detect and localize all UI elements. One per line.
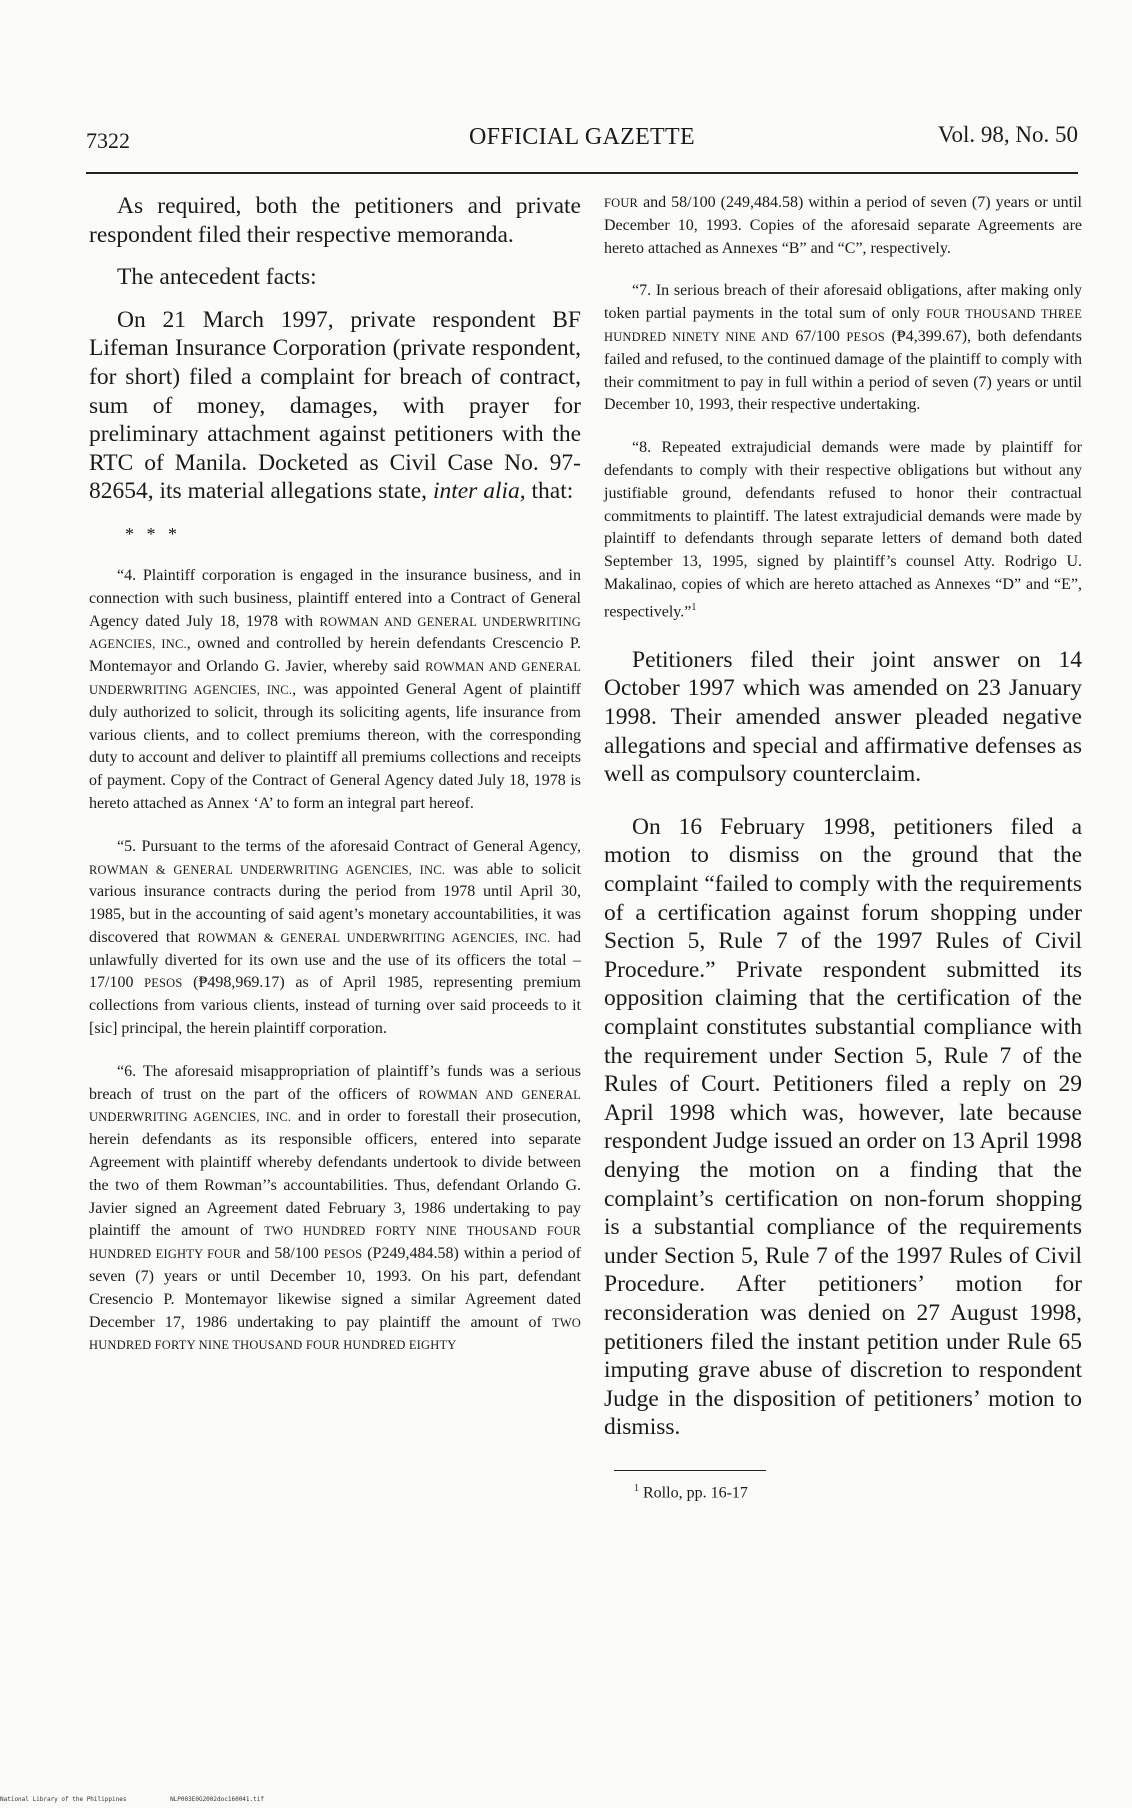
quote-allegation-6-continued: FOUR and 58/100 (249,484.58) within a period of seven (7) years or until December 10, 1993. Copies of the aforesaid separate Agreements are hereto attached as Annexes “B” and “C”, respectively.	[604, 194, 1082, 257]
page-header	[86, 122, 1078, 162]
paragraph-joint-answer: Petitioners filed their joint answer on 14 October 1997 which was amended on 23 January 1998. Their amended answer pleaded negative allegations and special and affirmative defenses as well as compulsory counterclaim.	[604, 646, 1082, 788]
paragraph-complaint: On 21 March 1997, private respondent BF Lifeman Insurance Corporation (private respondent, for short) filed a complaint for breach of contract, sum of money, damages, with prayer for preliminary attachment against petitioners with the RTC of Manila. Docketed as Civil Case No. 97-82654, its material allegations state, inter alia, that:	[89, 306, 581, 505]
quote-allegation-5: “5. Pursuant to the terms of the aforesaid Contract of General Agency, ROWMAN & GENERAL UNDERWRITING AGENCIES, INC. was able to solicit various insurance contracts during the period from 1978 until April 30, 1985, but in the accounting of said agent’s monetary accountabilities, it was discovered that ROWMAN & GENERAL UNDERWRITING AGENCIES, INC. had unlawfully diverted for its own use and the use of its officers the total – 17/100 PESOS (₱498,969.17) as of April 1985, representing premium collections from various clients, instead of turning over said proceeds to it [sic] principal, the herein plaintiff corporation.	[89, 837, 581, 1038]
header-rule	[86, 172, 1078, 174]
footnote-block	[604, 1470, 1082, 1504]
quote-allegation-7: “7. In serious breach of their aforesaid obligations, after making only token partial payments in the total sum of only FOUR THOUSAND THREE HUNDRED NINETY NINE AND 67/100 PESOS (₱4,399.67), both defendants failed and refused, to the continued damage of the plaintiff to comply with their commitment to pay in full within a period of seven (7) years or until December 10, 1993, their respective undertaking.	[604, 282, 1083, 414]
quote-allegation-8: “8. Repeated extrajudicial demands were made by plaintiff for defendants to comply with their respective obligations but without any justifiable ground, defendants refused to honor their contractual commitments to plaintiff. The latest extrajudicial demands were made by plaintiff to defendants through separate letters of demand both dated September 13, 1995, signed by plaintiff’s counsel Atty. Rodrigo U. Makalinao, copies of which are hereto attached as Annexes “D” and “E”, respectively.”$^1$	[604, 439, 1082, 621]
footnote-1: $^1$ Rollo, pp. 16-17	[634, 1483, 748, 1502]
footnote-reference: 1	[691, 601, 697, 613]
paragraph-motion-to-dismiss: On 16 February 1998, petitioners filed a motion to dismiss on the ground that the complaint “failed to comply with the requirements of a certification against forum shopping under Section 5, Rule 7 of the 1997 Rules of Civil Procedure.” Private respondent submitted its opposition claiming that the certification of the complaint constitutes substantial compliance with the requirement under Section 5, Rule 7 of the Rules of Court. Petitioners filed a reply on 29 April 1998 which was, however, late because respondent Judge issued an order on 13 April 1998 denying the motion on a finding that the complaint’s certification on non-forum shopping is a substantial compliance of the requirements under Section 5, Rule 7 of the 1997 Rules of Civil Procedure. After petitioners’ motion for reconsideration was denied on 27 August 1998, petitioners filed the instant petition under Rule 65 imputing grave abuse of discretion to respondent Judge in the disposition of petitioners’ motion to dismiss.	[604, 813, 1082, 1441]
quote-allegation-4: “4. Plaintiff corporation is engaged in the insurance business, and in connection with such business, plaintiff entered into a Contract of General Agency dated July 18, 1978 with ROWMAN AND GENERAL UNDERWRITING AGENCIES, INC., owned and controlled by herein defendants Crescencio P. Montemayor and Orlando G. Javier, whereby said ROWMAN AND GENERAL UNDERWRITING AGENCIES, INC., was appointed General Agent of plaintiff duly authorized to solicit, through its soliciting agents, life insurance from various clients, and to collect premiums thereon, with the corresponding duty to account and deliver to plaintiff all premiums collections and receipts of payment. Copy of the Contract of General Agency dated July 18, 1978 is hereto attached as Annex ‘A’ to form an integral part hereof.	[89, 566, 582, 812]
scan-file-id: NLP003E0G2002doc160041.tif	[170, 1796, 264, 1803]
page-number: 7322	[86, 128, 130, 153]
left-column	[89, 192, 581, 1357]
quote-allegation-6: “6. The aforesaid misappropriation of plaintiff’s funds was a serious breach of trust on the part of the officers of ROWMAN AND GENERAL UNDERWRITING AGENCIES, INC. and in order to forestall their prosecution, herein defendants as its responsible officers, entered into separate Agreement with plaintiff whereby defendants undertook to divide between the two of them Rowman’’s accountabilities. Thus, defendant Orlando G. Javier signed an Agreement dated February 3, 1986 undertaking to pay plaintiff the amount of TWO HUNDRED FORTY NINE THOUSAND FOUR HUNDRED EIGHTY FOUR and 58/100 PESOS (P249,484.58) within a period of seven (7) years or until December 10, 1993. On his part, defendant Cresencio P. Montemayor likewise signed a similar Agreement dated December 17, 1986 undertaking to pay plaintiff the amount of TWO HUNDRED FORTY NINE THOUSAND FOUR HUNDRED EIGHTY	[89, 1062, 582, 1353]
scan-footer	[0, 1796, 304, 1803]
right-column	[604, 192, 1082, 1504]
paragraph-memoranda: As required, both the petitioners and private respondent filed their respective memoranda.	[89, 193, 581, 248]
library-credit: National Library of the Philippines	[0, 1796, 127, 1803]
publication-title: OFFICIAL GAZETTE	[469, 124, 695, 150]
volume-number: Vol. 98, No. 50	[937, 122, 1078, 147]
footnote-rule	[614, 1470, 766, 1472]
section-break-stars: * * *	[125, 523, 181, 544]
paragraph-antecedent: The antecedent facts:	[117, 264, 317, 291]
